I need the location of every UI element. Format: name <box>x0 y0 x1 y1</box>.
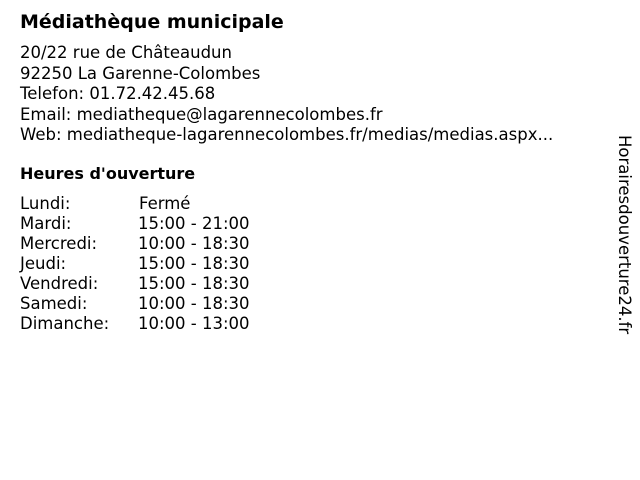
day-hours: 10:00 - 18:30 <box>138 294 250 313</box>
day-label: Lundi: <box>20 194 71 213</box>
day-hours: 15:00 - 18:30 <box>138 274 250 293</box>
street-address: 20/22 rue de Châteaudun <box>20 43 232 62</box>
website-url: Web: mediatheque-lagarennecolombes.fr/medias/medias.aspx... <box>20 125 554 144</box>
phone-number: Telefon: 01.72.42.45.68 <box>20 84 216 103</box>
opening-hours-heading: Heures d'ouverture <box>20 164 196 183</box>
email-address: Email: mediatheque@lagarennecolombes.fr <box>20 104 383 124</box>
day-hours: 15:00 - 18:30 <box>138 254 250 273</box>
day-label: Samedi: <box>20 294 88 313</box>
day-label: Jeudi: <box>20 254 67 273</box>
day-label: Vendredi: <box>20 274 99 293</box>
library-contact-info <box>20 43 553 146</box>
library-name: Médiathèque municipale <box>20 11 284 33</box>
day-hours: 15:00 - 21:00 <box>138 214 250 233</box>
day-label: Mercredi: <box>20 234 98 253</box>
city-address: 92250 La Garenne-Colombes <box>20 63 261 83</box>
day-hours: Fermé <box>139 194 191 213</box>
day-hours: 10:00 - 18:30 <box>138 234 250 253</box>
day-label: Mardi: <box>20 214 72 233</box>
watermark-text: Horairesdouverture24.fr <box>615 135 634 335</box>
day-label: Dimanche: <box>20 314 110 333</box>
day-hours: 10:00 - 13:00 <box>138 314 250 333</box>
